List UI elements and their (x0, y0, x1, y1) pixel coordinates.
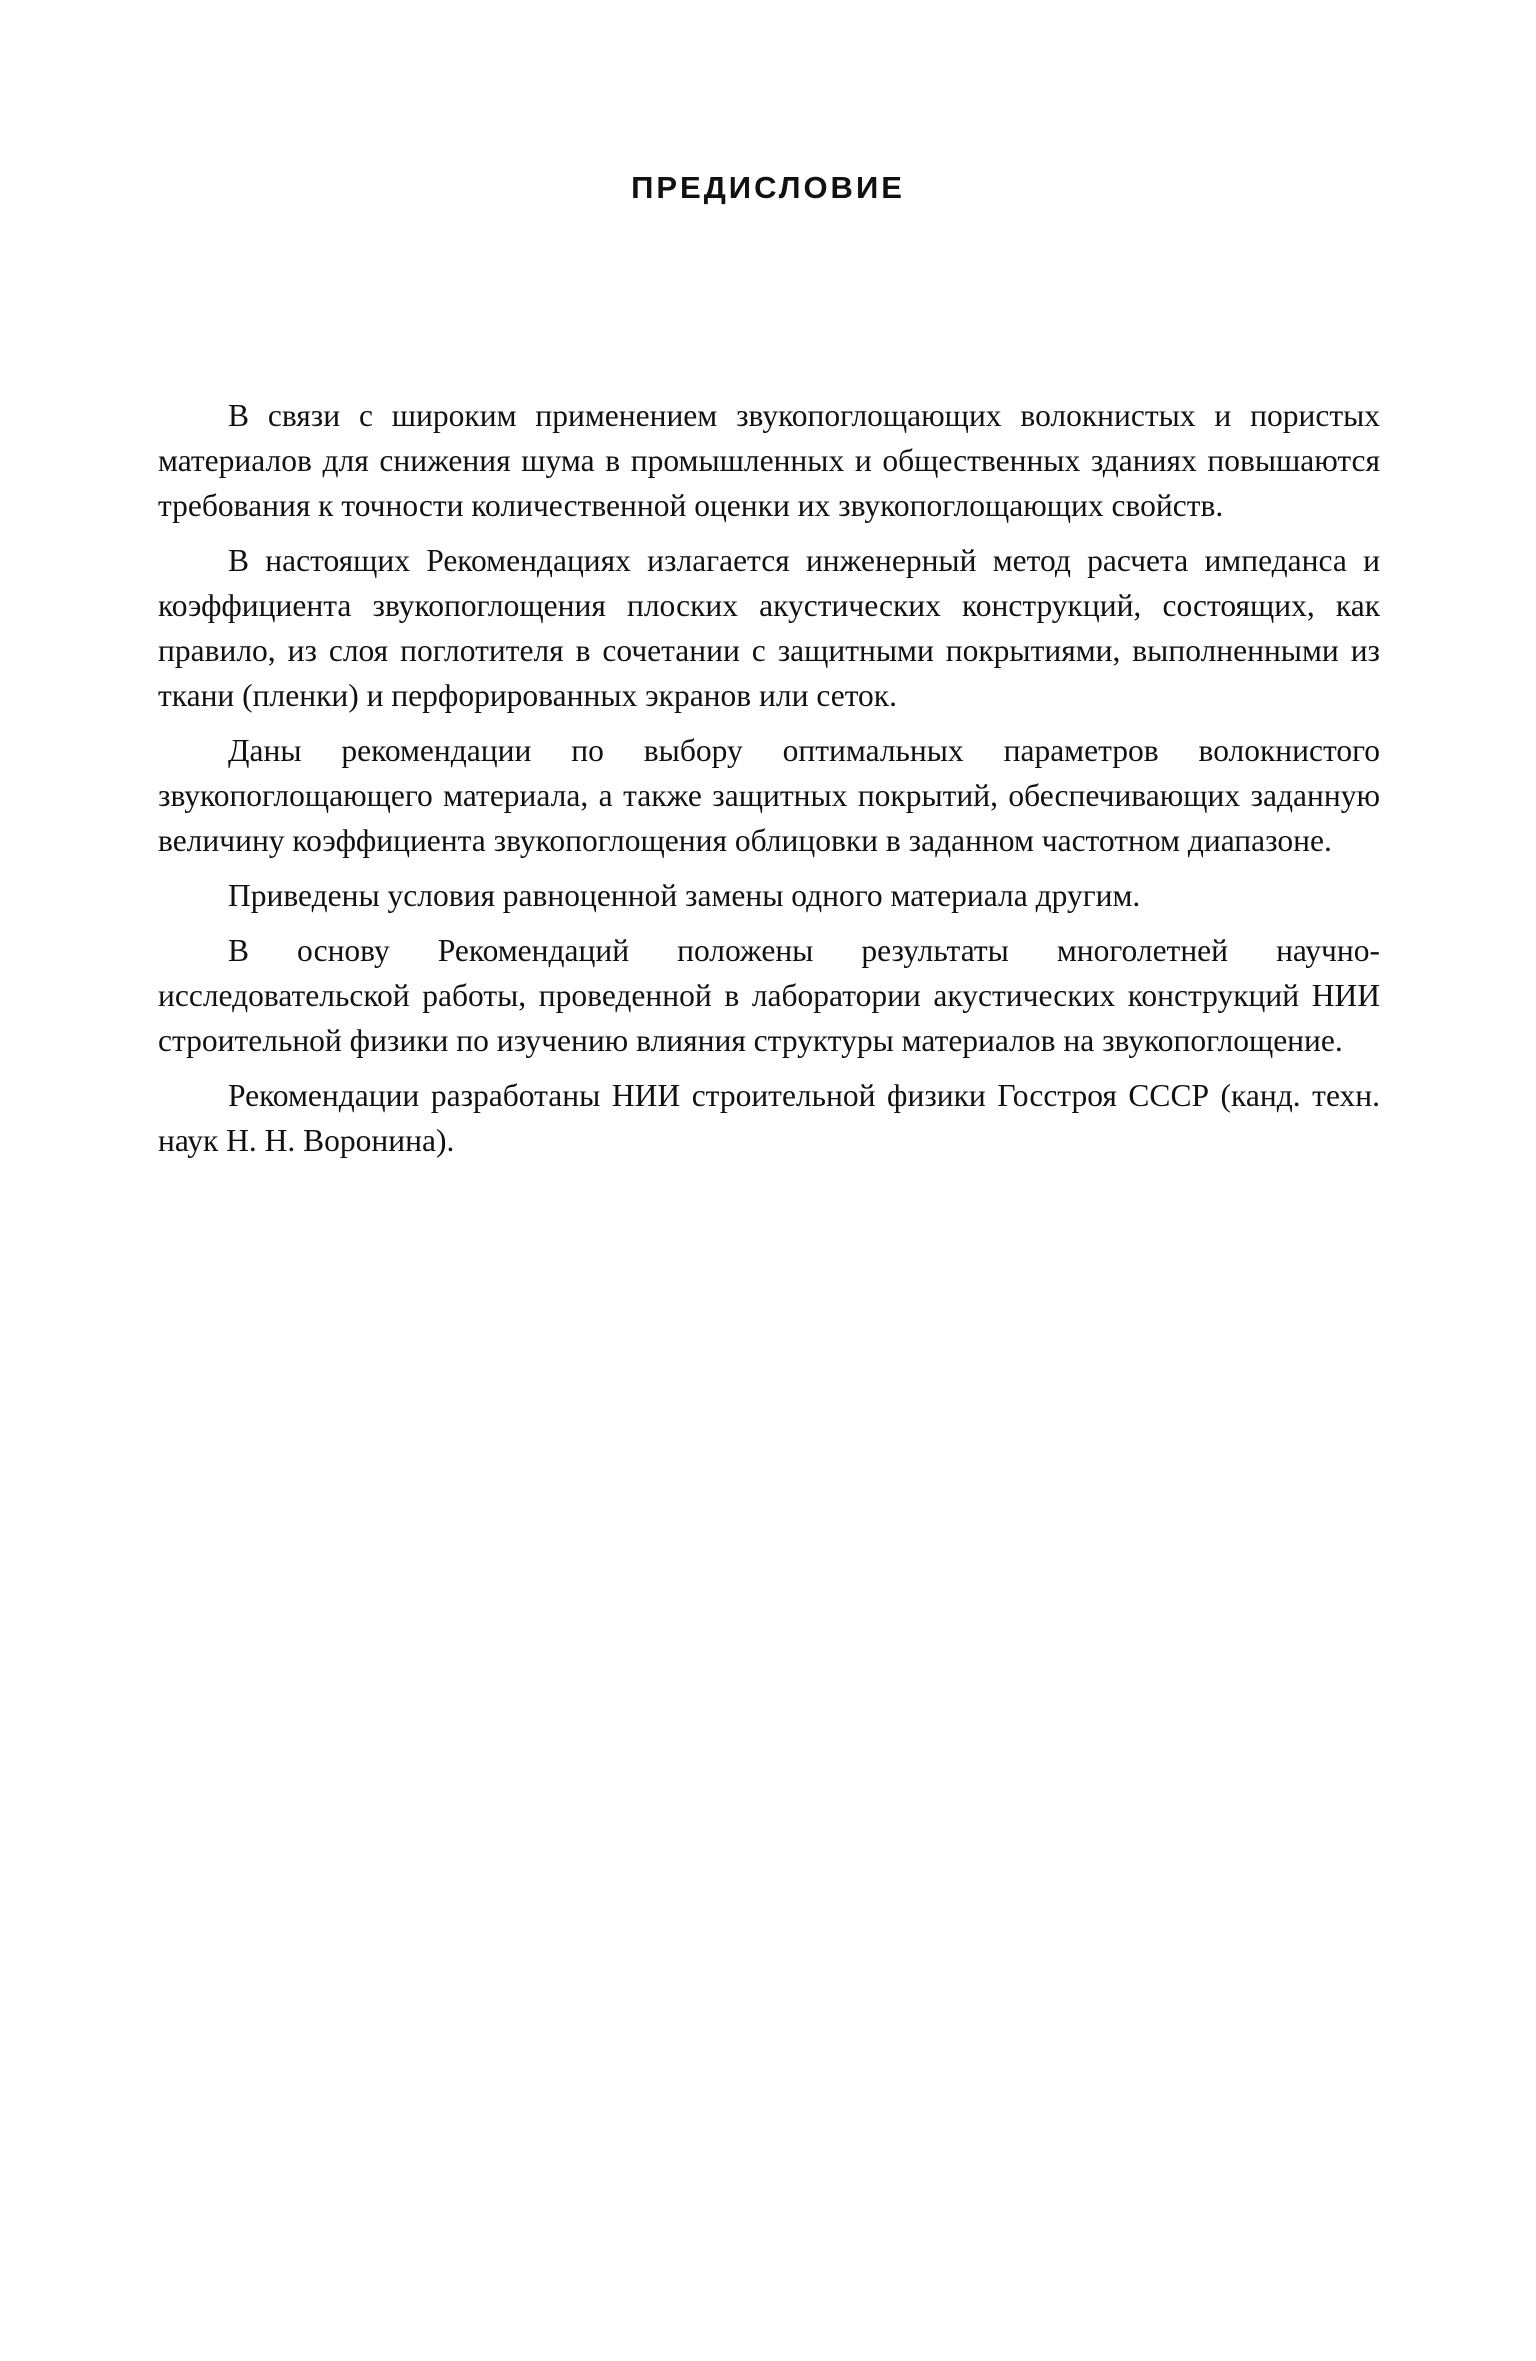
paragraph-3: Даны рекомендации по выбору оптимальных параметров волокнистого звукопоглощающего материала, а также защитных покрытий, обеспечивающих заданную величину коэффициента звукопоглощения облицовки в заданном частотном диапазоне. (158, 733, 1380, 858)
paragraph-1: В связи с широким применением звукопоглощающих волокнистых и пористых материалов для снижения шума в промышленных и общественных зданиях повышаются требования к точности количественной оценки их звукопоглощающих свойств. (158, 398, 1380, 523)
page-title: ПРЕДИСЛОВИЕ (631, 170, 905, 205)
paragraph-5: В основу Рекомендаций положены результаты многолетней научно-исследовательской работы, проведенной в лаборатории акустических конструкций НИИ строительной физики по изучению влияния структуры материалов на звукопоглощение. (158, 933, 1380, 1058)
paragraph-4: Приведены условия равноценной замены одного материала другим. (228, 878, 1141, 913)
paragraph-2: В настоящих Рекомендациях излагается инженерный метод расчета импеданса и коэффициента звукопоглощения плоских акустических конструкций, состоящих, как правило, из слоя поглотителя в сочетании с защитными покрытиями, выполненными из ткани (пленки) и перфорированных экранов или сеток. (158, 543, 1380, 713)
preface-body (158, 393, 1380, 1173)
paragraph-6: Рекомендации разработаны НИИ строительной физики Госстроя СССР (канд. техн. наук Н. Н. Воронина). (158, 1078, 1380, 1158)
